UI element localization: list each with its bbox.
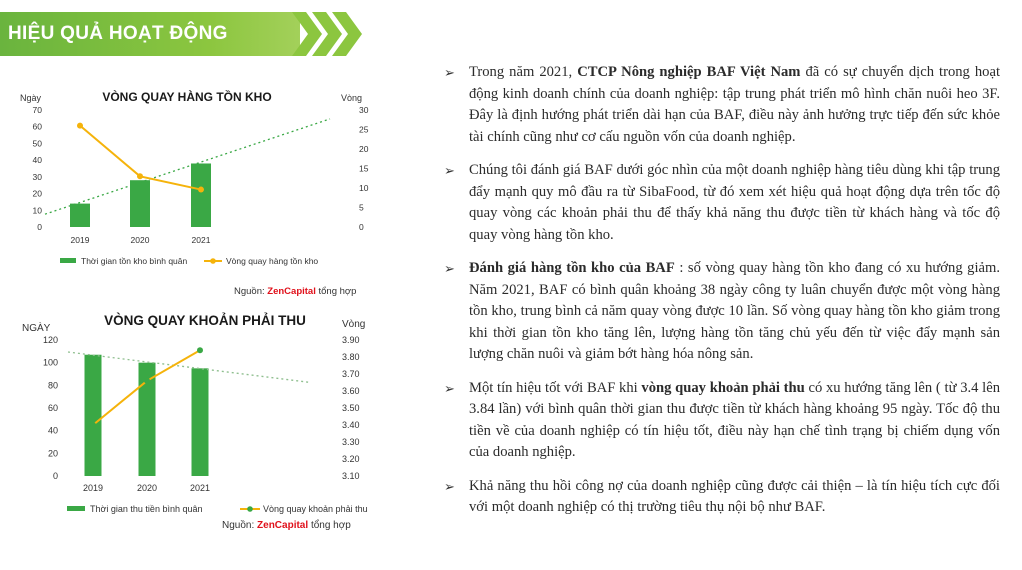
legend-line-label: Vòng quay khoản phải thu	[263, 504, 368, 514]
arrow-bullet-icon: ➢	[444, 163, 455, 178]
right-tick-label: 5	[359, 202, 364, 213]
left-tick-label: 20	[47, 448, 58, 459]
left-tick-label: 120	[42, 335, 58, 345]
left-tick-label: 70	[32, 105, 42, 115]
line-marker	[77, 123, 83, 129]
line-marker	[197, 347, 203, 353]
right-tick-label: 3.70	[342, 369, 360, 379]
legend-line-label: Vòng quay hàng tồn kho	[226, 256, 319, 266]
turnover-line	[80, 126, 201, 190]
bar	[130, 180, 150, 227]
arrow-bullet-icon: ➢	[444, 65, 455, 80]
left-tick-label: 50	[32, 138, 42, 149]
text-run: Chúng tôi đánh giá BAF dưới góc nhìn của một doanh nghiệp hàng tiêu dùng khi tập trung đẩy mạnh quy mô đầu ra từ SibaFood, từ đó xem xét hiệu quả hoạt động dựa trên tốc độ quay vòng các khoản phải thu để thấy khả năng thu được tiền từ khách hàng và tốc độ quay vòng hàng tồn kho.	[469, 162, 1000, 243]
x-tick-label: 2020	[130, 235, 150, 245]
bullet-paragraph	[440, 258, 1000, 366]
line-marker	[198, 187, 204, 193]
text-run: Một tín hiệu tốt với BAF khi	[469, 379, 642, 396]
legend-bar-label: Thời gian tồn kho bình quân	[81, 256, 188, 266]
right-tick-label: 3.60	[342, 386, 360, 396]
left-axis-unit: Ngày	[20, 93, 42, 103]
x-tick-label: 2021	[191, 235, 211, 245]
bar	[191, 163, 211, 227]
legend-bar-swatch	[60, 258, 76, 263]
chart-source: Nguồn: ZenCapital tổng hợp	[234, 286, 357, 297]
page-title: HIỆU QUẢ HOẠT ĐỘNG	[8, 23, 228, 44]
bullet-paragraph	[440, 62, 1000, 148]
arrow-bullet-icon: ➢	[444, 261, 455, 276]
right-tick-label: 3.30	[342, 437, 360, 447]
x-tick-label: 2019	[82, 483, 104, 493]
text-run: Trong năm 2021,	[469, 64, 578, 80]
right-tick-label: 3.20	[342, 454, 360, 464]
right-tick-label: 20	[359, 144, 369, 154]
left-tick-label: 40	[47, 425, 58, 436]
bar	[192, 368, 209, 476]
line-marker	[144, 378, 150, 384]
left-tick-label: 40	[32, 155, 42, 166]
left-tick-label: 100	[42, 357, 58, 368]
right-tick-label: 3.10	[342, 471, 360, 481]
bullet-paragraph	[440, 378, 1000, 464]
chart-title: VÒNG QUAY HÀNG TỒN KHO	[102, 90, 272, 104]
bold-text: CTCP Nông nghiệp BAF Việt Nam	[577, 64, 801, 80]
left-tick-label: 10	[32, 205, 42, 216]
right-axis-unit: Vòng	[341, 93, 363, 103]
line-marker	[137, 173, 143, 179]
right-tick-label: 3.40	[342, 420, 360, 430]
bar	[85, 355, 102, 476]
bullet-paragraph	[440, 476, 1000, 519]
right-axis-unit: Vòng	[342, 319, 366, 330]
right-tick-label: 15	[359, 163, 369, 174]
text-run: Khả năng thu hồi công nợ của doanh nghiệp cũng được cải thiện – là tín hiệu tích cực đối với một doanh nghiệp có thị trường tiêu thụ nội bộ như BAF.	[469, 477, 1000, 515]
chevron-arrows-icon	[292, 12, 362, 56]
x-tick-label: 2021	[189, 483, 211, 493]
left-tick-label: 60	[32, 121, 42, 132]
bold-text: vòng quay khoản phải thu	[641, 379, 805, 396]
left-tick-label: 60	[47, 403, 58, 413]
right-tick-label: 3.90	[342, 335, 360, 345]
right-tick-label: 0	[359, 222, 364, 232]
x-tick-label: 2020	[136, 483, 158, 493]
line-marker	[90, 422, 96, 428]
left-tick-label: 80	[47, 380, 58, 391]
text-run: : số vòng quay hàng tồn kho đang có xu hướng giảm. Năm 2021, BAF có bình quân khoảng 38 ngày công ty luân chuyển được một vòng hàng tồn kho, trung bình cả năm quay vòng được 10 lần. Số vòng quay hàng tồn kho giảm trong khi thời gian tồn kho tăng lên, lượng hàng tồn tăng chủ yếu đến từ việc đẩy mạnh sản lượng chăn nuôi và giảm bớt hàng hóa nông sản.	[469, 260, 1000, 362]
legend-line-marker	[210, 258, 216, 264]
section-header	[0, 12, 360, 56]
receivables-turnover-chart	[0, 306, 400, 540]
chart-title: VÒNG QUAY KHOẢN PHẢI THU	[104, 313, 306, 328]
arrow-bullet-icon: ➢	[444, 380, 455, 396]
legend-bar-label: Thời gian thu tiền bình quân	[90, 504, 203, 514]
left-axis-unit: NGÀY	[22, 323, 51, 334]
text-run: có xu hướng tăng lên ( từ 3.4 lên 3.84 lần) với bình quân thời gian thu được tiền từ khách hàng khoảng 95 ngày. Tốc độ thu tiền về của doanh nghiệp có tín hiệu tốt, điều này hạn chế tình trạng bị chiếm dụng vốn của doanh nghiệp.	[469, 379, 1000, 460]
right-tick-label: 30	[359, 105, 369, 115]
right-tick-label: 10	[359, 183, 369, 193]
legend-line-marker	[247, 506, 253, 512]
right-tick-label: 3.50	[342, 403, 360, 413]
left-tick-label: 20	[32, 188, 42, 199]
chart-source: Nguồn: ZenCapital tổng hợp	[222, 520, 351, 531]
bold-text: Đánh giá hàng tồn kho của BAF	[469, 260, 675, 276]
text-run: đã có sự chuyển dịch trong hoạt động kinh doanh chính của doanh nghiệp: tập trung phát triển mô hình chăn nuôi heo 3F. Đây là định hướng phát triển dài hạn của BAF, điều này ảnh hưởng trực tiếp đến sức khỏe tài chính cũng như cơ cấu nguồn vốn của doanh nghiệp.	[469, 64, 1000, 145]
right-tick-label: 25	[359, 124, 369, 135]
x-tick-label: 2019	[70, 235, 90, 245]
left-tick-label: 0	[52, 471, 58, 481]
left-tick-label: 0	[37, 222, 42, 232]
left-tick-label: 30	[32, 171, 42, 182]
analysis-text	[440, 62, 1000, 531]
bar	[70, 204, 90, 227]
bullet-paragraph	[440, 160, 1000, 246]
right-tick-label: 3.80	[342, 352, 360, 362]
arrow-bullet-icon: ➢	[444, 478, 455, 494]
legend-bar-swatch	[67, 506, 85, 511]
inventory-turnover-chart	[0, 84, 400, 306]
